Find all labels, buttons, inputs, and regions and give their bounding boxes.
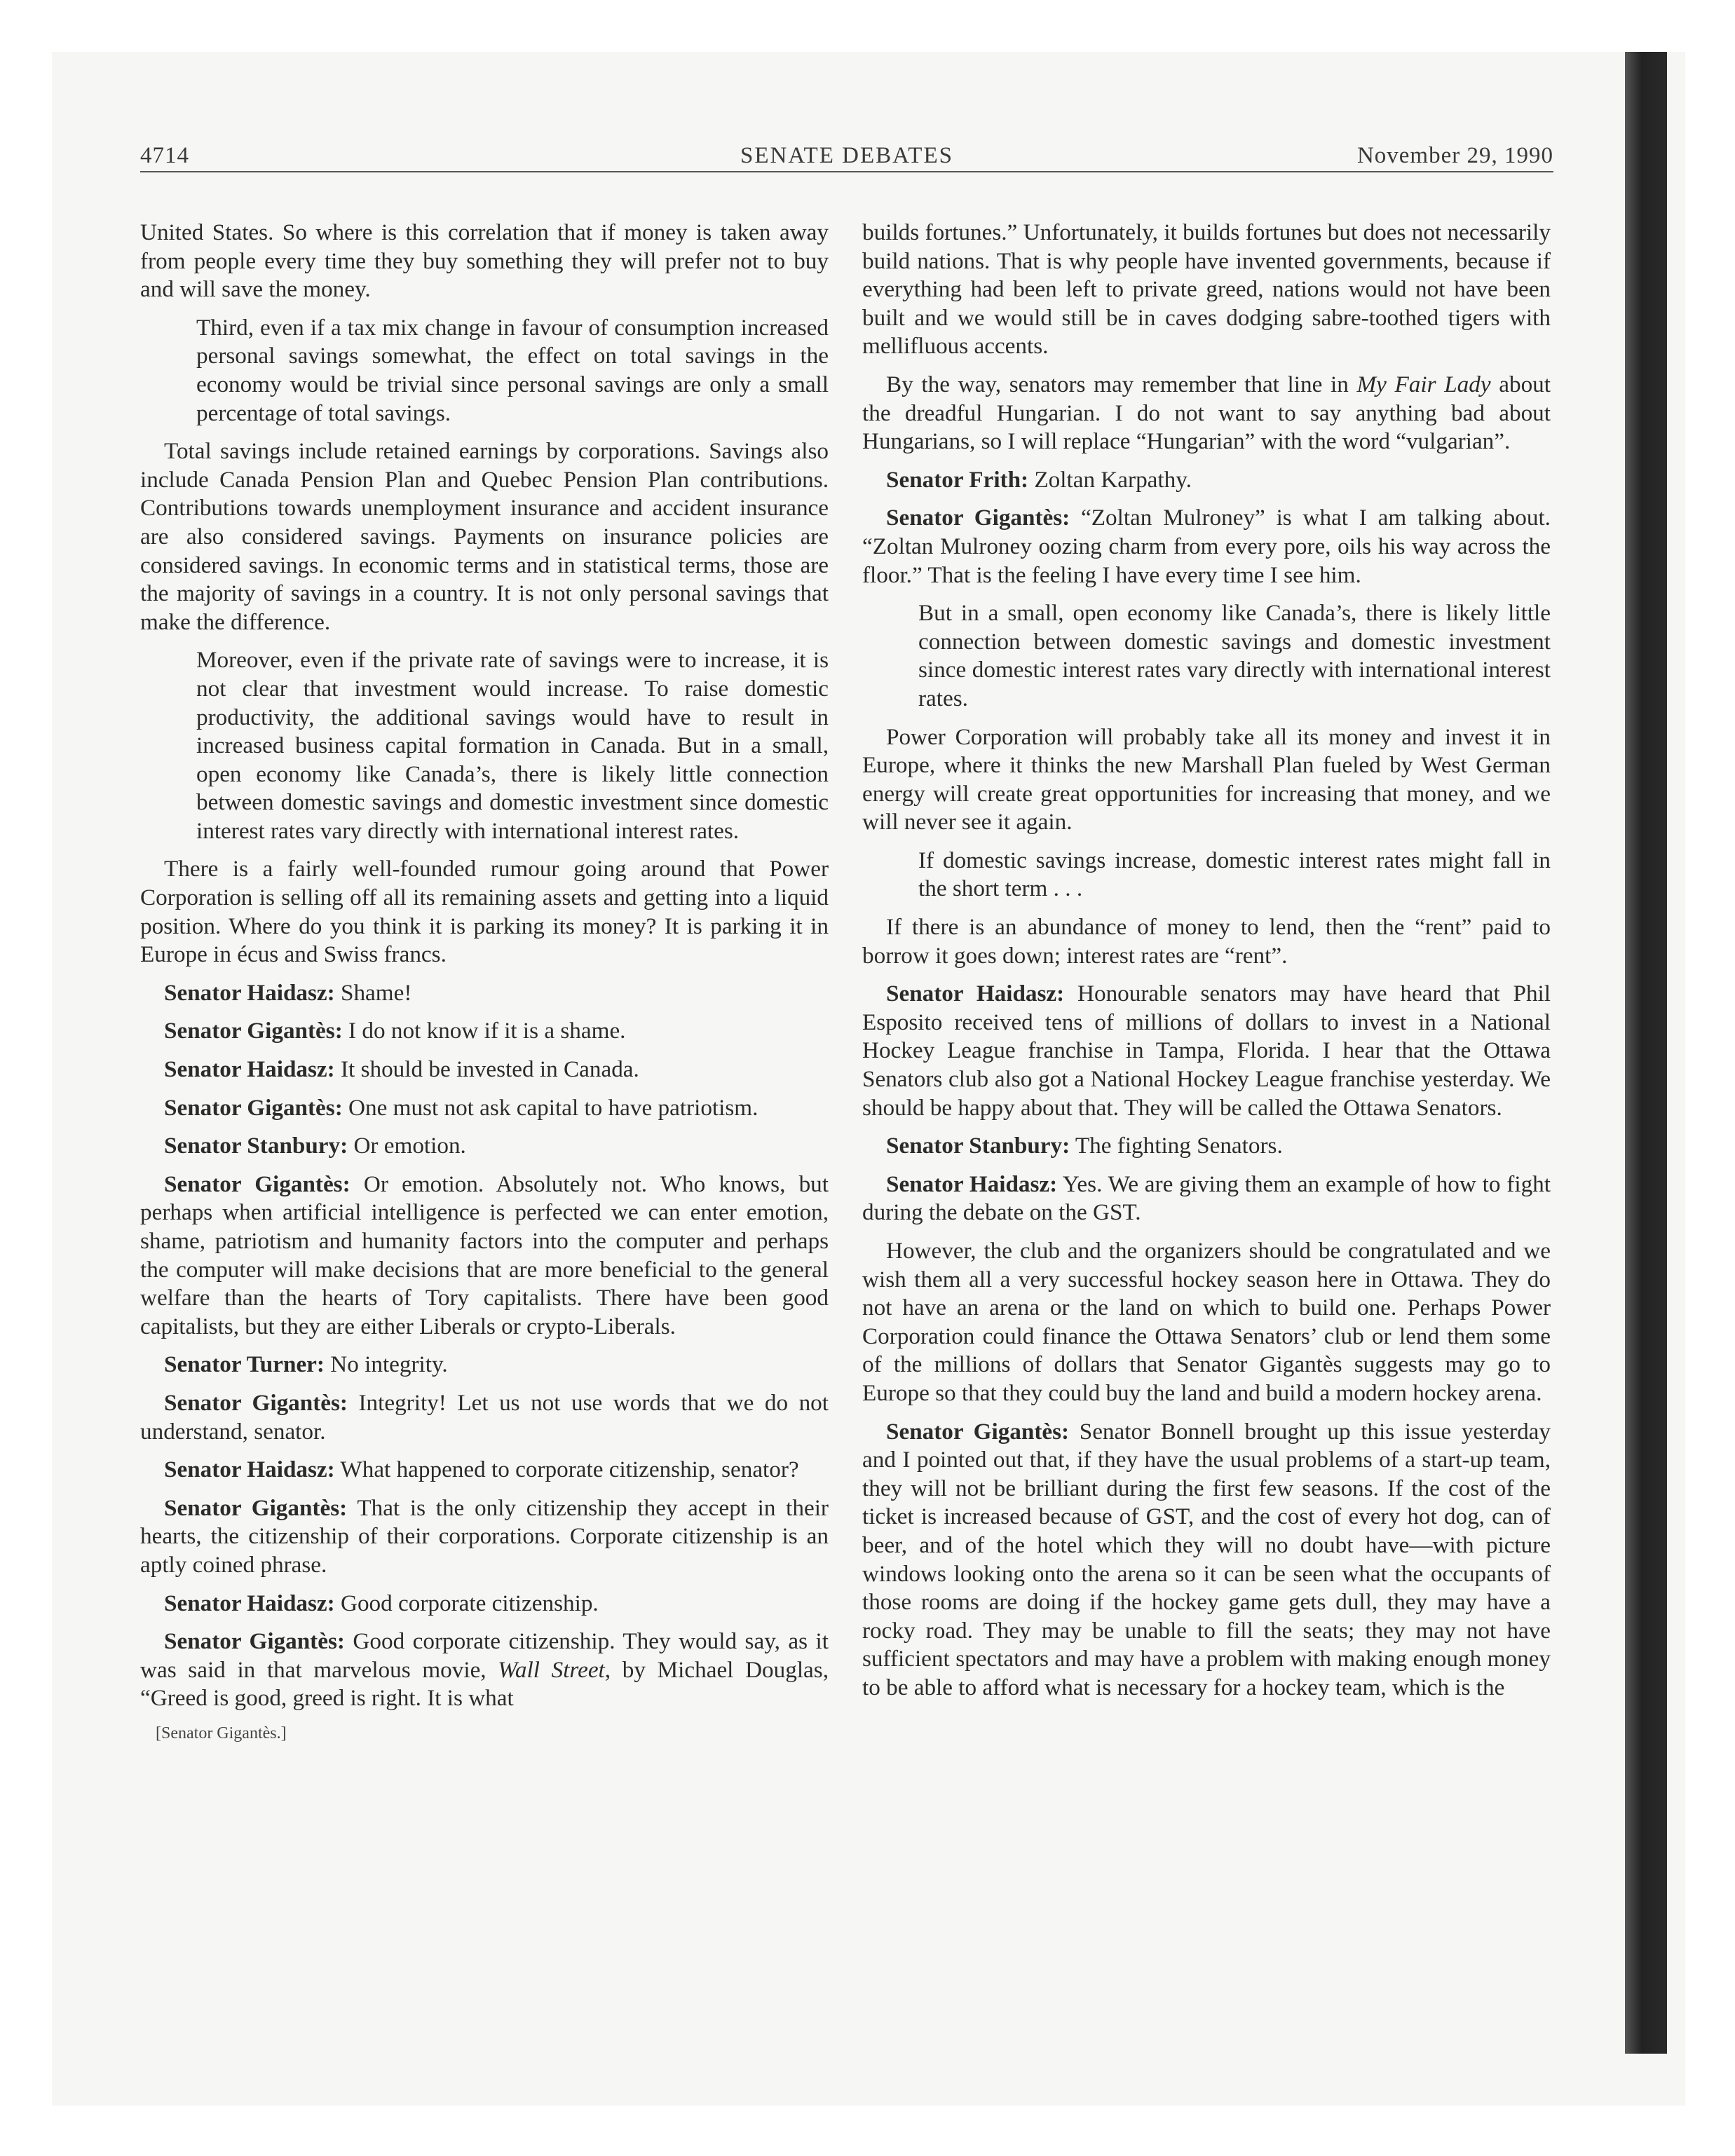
speaker-name: Senator Haidasz: <box>886 981 1065 1007</box>
speech-text: , by Michael Douglas, “Greed is good, greed is right. It is what <box>140 1656 829 1712</box>
speech-text: Integrity! Let us not use words that we do not understand, senator. <box>140 1389 829 1445</box>
paragraph-text: By the way, senators may remember that line in <box>886 371 1357 397</box>
speaker-name: Senator Gigantès: <box>164 1171 351 1197</box>
speech-paragraph <box>862 1132 1551 1161</box>
speaker-name: Senator Gigantès: <box>164 1018 343 1044</box>
speech-paragraph <box>140 1456 829 1485</box>
speech-text: Honourable senators may have heard that Phil Esposito received tens of millions of dollars to invest in a National Hockey League franchise in Tampa, Florida. I hear that the Ottawa Senators club also got a National Hockey League franchise yesterday. We should be happy about that. They will be called the Ottawa Senators. <box>862 981 1551 1121</box>
scan-edge-shadow <box>1625 52 1667 2054</box>
paragraph: However, the club and the organizers should be congratulated and we wish them all a very successful hockey season here in Ottawa. They do not have an arena or the land on which to build one. Perhaps Power Corporation could finance the Ottawa Senators’ club or lend them some of the millions of dollars that Senator Gigantès suggests may go to Europe so that they could buy the land and build a modern hockey arena. <box>862 1238 1551 1406</box>
speaker-name: Senator Gigantès: <box>164 1094 343 1121</box>
speech-paragraph <box>140 1017 829 1046</box>
paragraph: Total savings include retained earnings by corporations. Savings also include Canada Pension Plan and Quebec Pension Plan contributions. Contributions towards unemployment insurance and accident insurance are also considered savings. Payments on insurance policies are considered savings. In economic terms and in statistical terms, those are the majority of savings in a country. It is not only personal savings that make the difference. <box>140 438 829 635</box>
speaker-name: Senator Gigantès: <box>886 505 1070 531</box>
speech-paragraph <box>140 1494 829 1580</box>
speaker-name: Senator Gigantès: <box>164 1494 348 1521</box>
speech-paragraph <box>862 504 1551 589</box>
speech-text: Senator Bonnell brought up this issue yesterday and I pointed out that, if they have the usual problems of a start-up team, they will not be brilliant during the first few seasons. If the cost of the ticket is increased because of GST, and the cost of every hot dog, can of beer, and of the hotel which they will no doubt have—with picture windows looking onto the arena so it can be seen what the occupants of those rooms are doing if the hockey game gets dull, they may have a rocky road. They may be unable to fill the seats; they may not have sufficient spectators and may have a problem with making enough money to be able to afford what is necessary for a hockey team, which is the <box>862 1418 1551 1700</box>
page-number: 4714 <box>140 143 189 168</box>
speech-paragraph <box>140 1351 829 1379</box>
speech-paragraph <box>140 1590 829 1618</box>
speech-text: The fighting Senators. <box>1070 1133 1283 1159</box>
speech-text: Good corporate citizenship. <box>334 1590 599 1616</box>
speaker-name: Senator Gigantès: <box>886 1418 1070 1445</box>
speaker-name: Senator Haidasz: <box>164 979 335 1006</box>
paragraph-text: about the dreadful Hungarian. I do not want to say anything bad about Hungarians, so I will replace “Hungarian” with the word “vulgarian”. <box>862 371 1551 455</box>
publication-title: SENATE DEBATES <box>740 143 953 168</box>
speech-text: It should be invested in Canada. <box>334 1056 639 1083</box>
paragraph: If there is an abundance of money to lend, then the “rent” paid to borrow it goes down; interest rates are “rent”. <box>862 914 1551 969</box>
speaker-name: Senator Haidasz: <box>886 1171 1058 1197</box>
block-quote: If domestic savings increase, domestic interest rates might fall in the short term . . . <box>918 847 1551 902</box>
continued-paragraph: United States. So where is this correlation that if money is taken away from people every time they buy something they will prefer not to buy and will save the money. <box>140 219 829 303</box>
paragraph <box>862 371 1551 456</box>
speech-paragraph <box>140 1094 829 1123</box>
speech-text: “Zoltan Mulroney” is what I am talking about. “Zoltan Mulroney oozing charm from every pore, oils his way across the floor.” That is the feeling I have every time I see him. <box>862 505 1551 588</box>
speech-paragraph <box>862 1418 1551 1703</box>
speech-text: Or emotion. <box>348 1133 466 1159</box>
speech-text: Good corporate citizenship. They would say, as it was said in that marvelous movie, <box>140 1628 829 1683</box>
speaker-name: Senator Haidasz: <box>164 1056 335 1083</box>
speaker-name: Senator Gigantès: <box>164 1389 348 1416</box>
speaker-name: Senator Stanbury: <box>886 1133 1070 1159</box>
italic-title: Wall Street <box>498 1656 605 1683</box>
speech-paragraph <box>140 1171 829 1342</box>
speech-text: What happened to corporate citizenship, senator? <box>334 1456 799 1483</box>
speech-text: Yes. We are giving them an example of how to fight during the debate on the GST. <box>862 1171 1551 1226</box>
speech-text: No integrity. <box>324 1351 448 1378</box>
paragraph: Power Corporation will probably take all its money and invest it in Europe, where it thinks the new Marshall Plan fueled by West German energy will create great opportunities for increasing that money, and we will never see it again. <box>862 723 1551 835</box>
speaker-name: Senator Frith: <box>886 466 1029 493</box>
speech-paragraph <box>140 1389 829 1446</box>
block-quote: Moreover, even if the private rate of savings were to increase, it is not clear that investment would increase. To raise domestic productivity, the additional savings would have to result in increased business capital formation in Canada. But in a small, open economy like Canada’s, there is likely little connection between domestic savings and domestic investment since domestic interest rates vary directly with international interest rates. <box>196 647 829 844</box>
speech-paragraph <box>140 1056 829 1084</box>
speaker-name: Senator Gigantès: <box>164 1628 345 1655</box>
continued-paragraph: builds fortunes.” Unfortunately, it builds fortunes but does not necessarily build nations. That is why people have invented governments, because if everything had been left to private greed, nations would not have been built and we would still be in caves dodging sabre-toothed tigers with mellifluous accents. <box>862 219 1551 360</box>
speech-text: Or emotion. Absolutely not. Who knows, but perhaps when artificial intelligence is perfected we can enter emotion, shame, patriotism and humanity factors into the computer and perhaps the computer will make decisions that are more beneficial to the general welfare than the hearts of Tory capitalists. There have been good capitalists, but they are either Liberals or crypto-Liberals. <box>140 1171 829 1339</box>
speech-paragraph <box>140 979 829 1008</box>
speech-text: Shame! <box>334 979 412 1006</box>
speaker-name: Senator Turner: <box>164 1351 325 1378</box>
speech-paragraph <box>140 1132 829 1161</box>
italic-title: My Fair Lady <box>1356 371 1491 397</box>
page-header <box>140 137 1553 174</box>
speech-paragraph <box>862 1171 1551 1227</box>
block-quote: Third, even if a tax mix change in favour of consumption increased personal savings somewhat, the effect on total savings in the economy would be trivial since personal savings are only a small percentage of total savings. <box>196 314 829 426</box>
publication-date: November 29, 1990 <box>1356 143 1553 168</box>
left-column <box>140 219 829 1744</box>
speaker-name: Senator Haidasz: <box>164 1456 335 1483</box>
header-rule <box>140 171 1553 172</box>
speaker-footnote: [Senator Gigantès.] <box>156 1724 287 1742</box>
paragraph: There is a fairly well-founded rumour going around that Power Corporation is selling off all its remaining assets and getting into a liquid position. Where do you think it is parking its money? It is parking it in Europe in écus and Swiss francs. <box>140 856 829 968</box>
speaker-name: Senator Haidasz: <box>164 1590 335 1616</box>
speech-text: That is the only citizenship they accept in their hearts, the citizenship of their corporations. Corporate citizenship is an aptly coined phrase. <box>140 1494 829 1578</box>
speech-paragraph <box>140 1628 829 1713</box>
speech-paragraph <box>862 466 1551 495</box>
speech-paragraph <box>862 980 1551 1122</box>
speech-text: Zoltan Karpathy. <box>1028 466 1192 493</box>
speaker-name: Senator Stanbury: <box>164 1133 348 1159</box>
speech-text: I do not know if it is a shame. <box>342 1018 626 1044</box>
block-quote: But in a small, open economy like Canada’s, there is likely little connection between domestic savings and domestic investment since domestic interest rates vary directly with international interest rates. <box>918 600 1551 711</box>
right-column <box>862 219 1551 1712</box>
speech-text: One must not ask capital to have patriotism. <box>342 1094 758 1121</box>
